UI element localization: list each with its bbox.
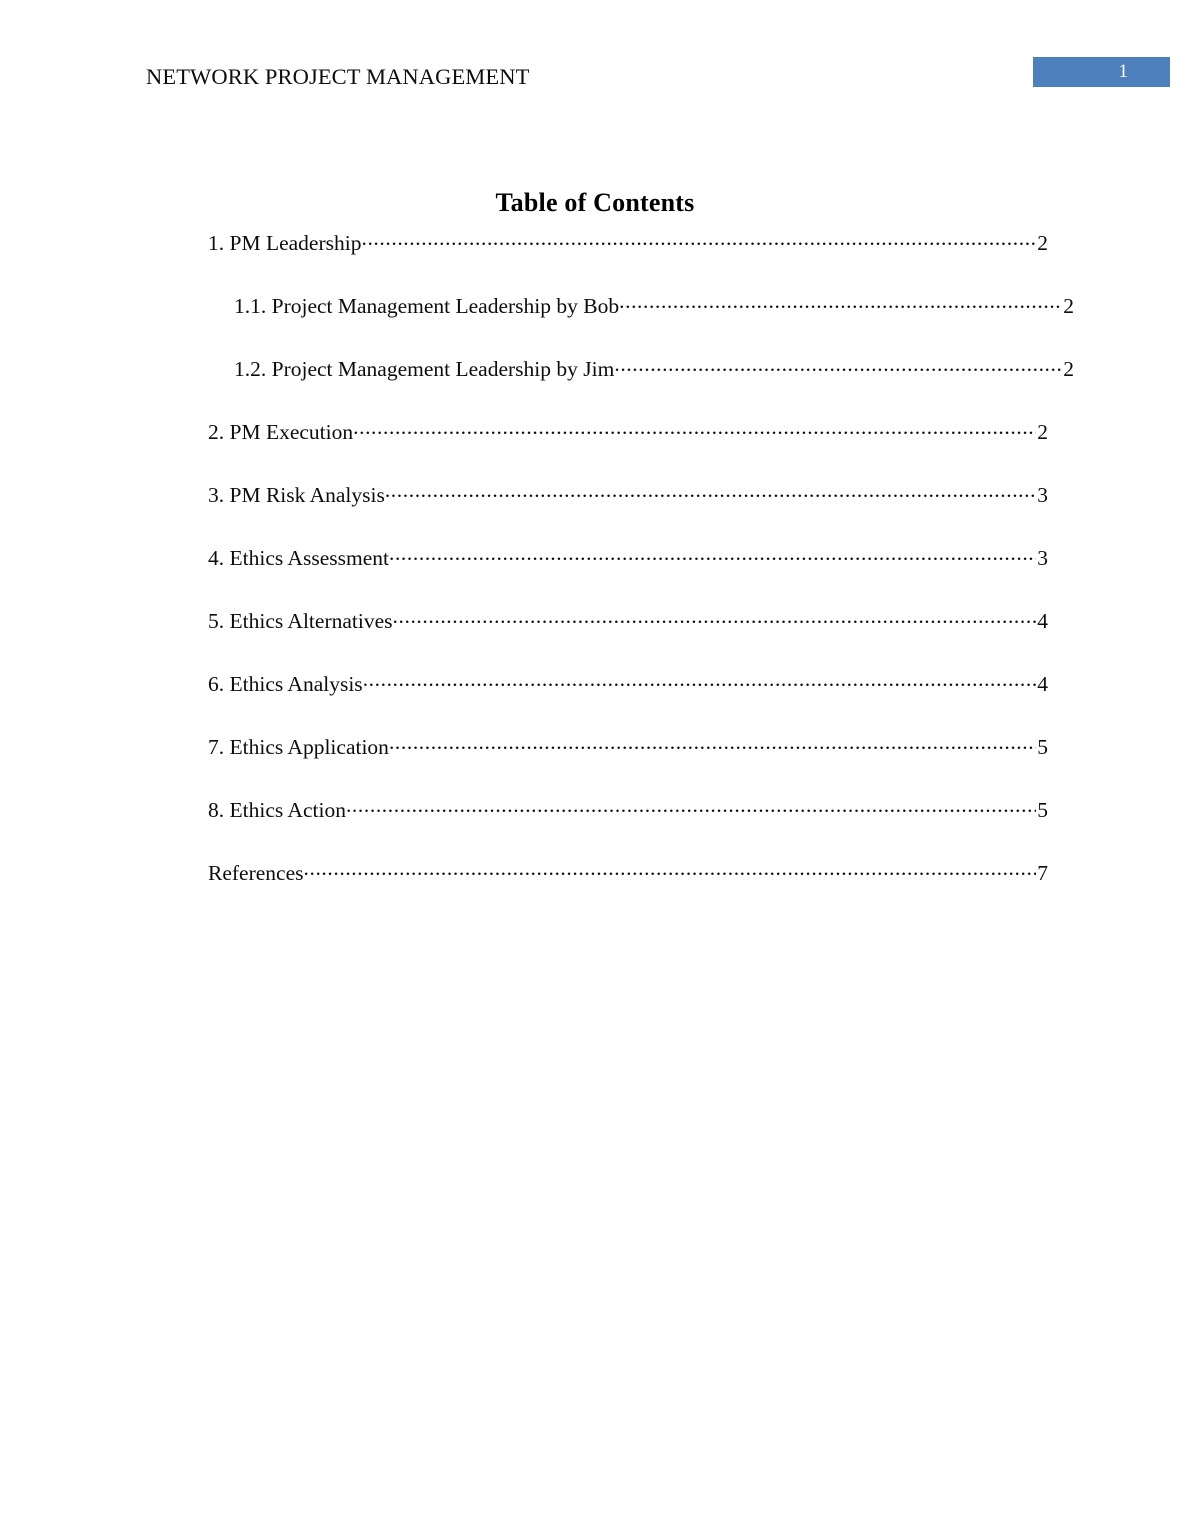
toc-entry-dot-leader — [614, 352, 1062, 376]
toc-entry[interactable] — [208, 856, 1048, 919]
toc-entry[interactable] — [208, 226, 1048, 289]
toc-entry-page-number: 2 — [1037, 420, 1048, 444]
toc-entry-dot-leader — [346, 793, 1036, 817]
toc-entry-dot-leader — [361, 226, 1036, 250]
toc-entry-page-number: 2 — [1037, 231, 1048, 255]
toc-entry-label: 5. Ethics Alternatives — [208, 609, 393, 633]
table-of-contents — [0, 186, 1190, 919]
toc-entry[interactable] — [208, 541, 1048, 604]
toc-entry[interactable] — [208, 289, 1074, 352]
toc-entry-page-number: 4 — [1037, 609, 1048, 633]
toc-entry-page-number: 4 — [1037, 672, 1048, 696]
toc-entry-page-number: 7 — [1037, 861, 1048, 885]
toc-entry-label: 8. Ethics Action — [208, 798, 346, 822]
toc-entry-dot-leader — [363, 667, 1036, 691]
toc-entry-page-number: 3 — [1037, 546, 1048, 570]
toc-title: Table of Contents — [495, 188, 695, 217]
toc-entry[interactable] — [208, 667, 1048, 730]
toc-entry-list — [0, 226, 1190, 919]
toc-entry[interactable] — [208, 604, 1048, 667]
toc-entry-page-number: 2 — [1063, 357, 1074, 381]
toc-entry-dot-leader — [393, 604, 1036, 628]
toc-entry[interactable] — [208, 478, 1048, 541]
toc-entry-page-number: 3 — [1037, 483, 1048, 507]
toc-entry-label: 1.1. Project Management Leadership by Bob — [234, 294, 620, 318]
running-header — [0, 62, 1190, 108]
toc-entry-dot-leader — [353, 415, 1036, 439]
toc-entry-label: 2. PM Execution — [208, 420, 354, 444]
toc-entry[interactable] — [208, 352, 1074, 415]
toc-entry-page-number: 2 — [1063, 294, 1074, 318]
toc-entry-dot-leader — [389, 730, 1036, 754]
toc-entry-dot-leader — [389, 541, 1036, 565]
toc-entry[interactable] — [208, 730, 1048, 793]
toc-entry-dot-leader — [619, 289, 1062, 313]
page-number: 1 — [1118, 61, 1128, 82]
toc-entry-dot-leader — [304, 856, 1037, 880]
toc-entry-label: 7. Ethics Application — [208, 735, 389, 759]
toc-entry-dot-leader — [385, 478, 1036, 502]
toc-entry-label: References — [208, 861, 304, 885]
toc-entry-label: 1.2. Project Management Leadership by Jim — [234, 357, 615, 381]
toc-entry[interactable] — [208, 415, 1048, 478]
toc-entry-page-number: 5 — [1037, 798, 1048, 822]
toc-entry[interactable] — [208, 793, 1048, 856]
page-number-badge — [1033, 57, 1170, 87]
toc-entry-page-number: 5 — [1037, 735, 1048, 759]
header-title: NETWORK PROJECT MANAGEMENT — [146, 64, 530, 89]
toc-entry-label: 1. PM Leadership — [208, 231, 362, 255]
toc-entry-label: 4. Ethics Assessment — [208, 546, 389, 570]
toc-entry-label: 3. PM Risk Analysis — [208, 483, 385, 507]
toc-entry-label: 6. Ethics Analysis — [208, 672, 363, 696]
